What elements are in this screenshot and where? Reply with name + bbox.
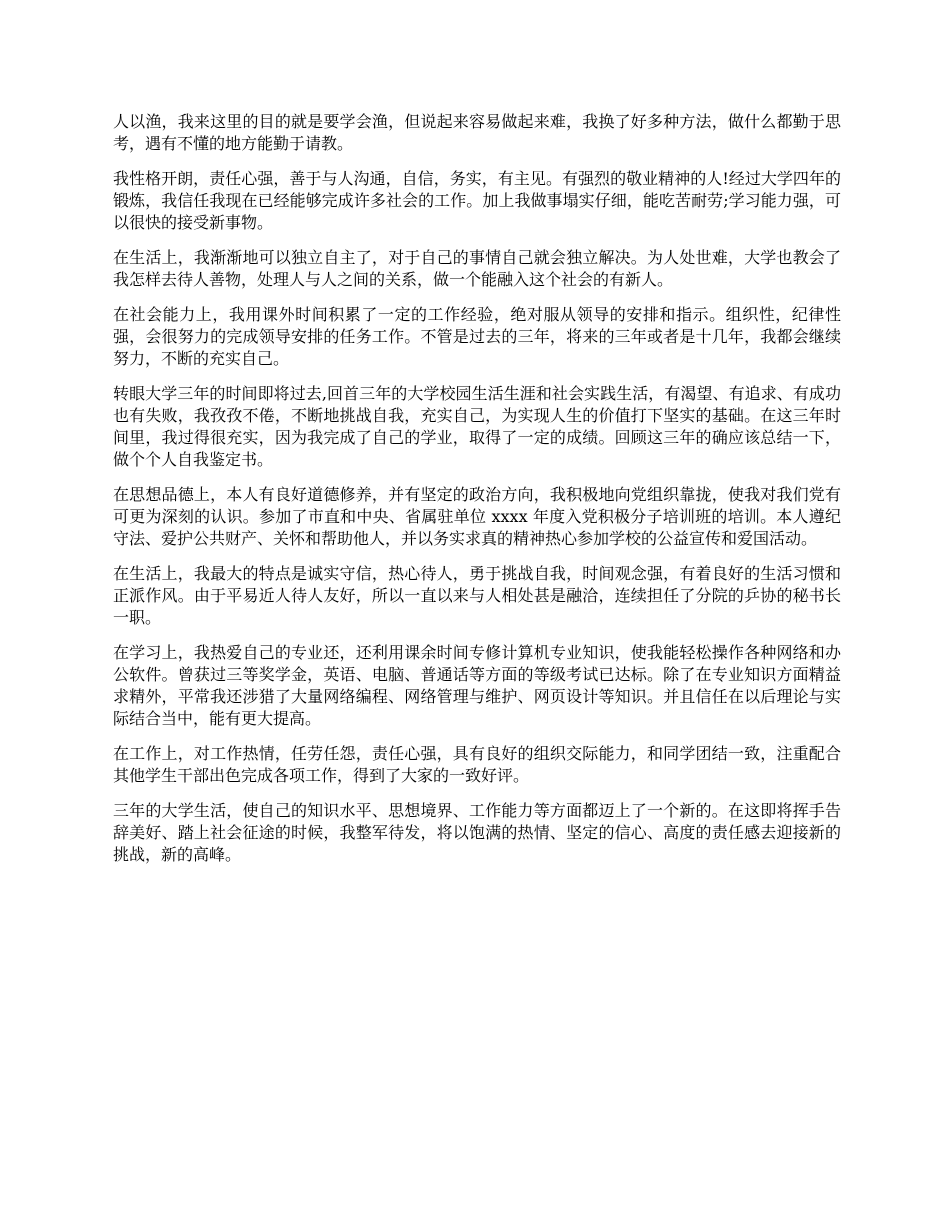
paragraph-9: 在工作上，对工作热情，任劳任怨，责任心强，具有良好的组织交际能力，和同学团结一致，注重配合其他学生干部出色完成各项工作，得到了大家的一致好评。 <box>113 744 841 785</box>
paragraph-7: 在生活上，我最大的特点是诚实守信，热心待人，勇于挑战自我，时间观念强，有着良好的生活习惯和正派作风。由于平易近人待人友好，所以一直以来与人相处甚是融洽，连续担任了分院的乒协的秘书长一职。 <box>113 564 841 627</box>
paragraph-3: 在生活上，我渐渐地可以独立自主了，对于自己的事情自己就会独立解决。为人处世难，大学也教会了我怎样去待人善物，处理人与人之间的关系，做一个能融入这个社会的有新人。 <box>113 248 841 289</box>
paragraph-5: 转眼大学三年的时间即将过去,回首三年的大学校园生活生涯和社会实践生活，有渴望、有追求、有成功也有失败，我孜孜不倦，不断地挑战自我，充实自己，为实现人生的价值打下坚实的基础。在这三年时间里，我过得很充实，因为我完成了自己的学业，取得了一定的成绩。回顾这三年的确应该总结一下，做个个人自我鉴定书。 <box>113 384 841 469</box>
document-page <box>113 111 841 879</box>
paragraph-6: 在思想品德上，本人有良好道德修养，并有坚定的政治方向，我积极地向党组织靠拢，使我对我们党有可更为深刻的认识。参加了市直和中央、省属驻单位 xxxx 年度入党积极分子培训班的培训。本人遵纪守法、爱护公共财产、关怀和帮助他人，并以务实求真的精神热心参加学校的公益宣传和爱国活动。 <box>113 485 841 548</box>
paragraph-2: 我性格开朗，责任心强，善于与人沟通，自信，务实，有主见。有强烈的敬业精神的人!经过大学四年的锻炼，我信任我现在已经能够完成许多社会的工作。加上我做事塌实仔细，能吃苦耐劳;学习能力强，可以很快的接受新事物。 <box>113 169 841 232</box>
paragraph-4: 在社会能力上，我用课外时间积累了一定的工作经验，绝对服从领导的安排和指示。组织性，纪律性强，会很努力的完成领导安排的任务工作。不管是过去的三年，将来的三年或者是十几年，我都会继续努力，不断的充实自己。 <box>113 305 841 368</box>
paragraph-1: 人以渔，我来这里的目的就是要学会渔，但说起来容易做起来难，我换了好多种方法，做什么都勤于思考，遇有不懂的地方能勤于请教。 <box>113 112 841 153</box>
paragraph-10: 三年的大学生活，使自己的知识水平、思想境界、工作能力等方面都迈上了一个新的。在这即将挥手告辞美好、踏上社会征途的时候，我整军待发，将以饱满的热情、坚定的信心、高度的责任感去迎接新的挑战，新的高峰。 <box>113 801 841 864</box>
paragraph-8: 在学习上，我热爱自己的专业还，还利用课余时间专修计算机专业知识，使我能轻松操作各种网络和办公软件。曾获过三等奖学金，英语、电脑、普通话等方面的等级考试已达标。除了在专业知识方面精益求精外，平常我还涉猎了大量网络编程、网络管理与维护、网页设计等知识。并且信任在以后理论与实际结合当中，能有更大提高。 <box>113 643 841 728</box>
